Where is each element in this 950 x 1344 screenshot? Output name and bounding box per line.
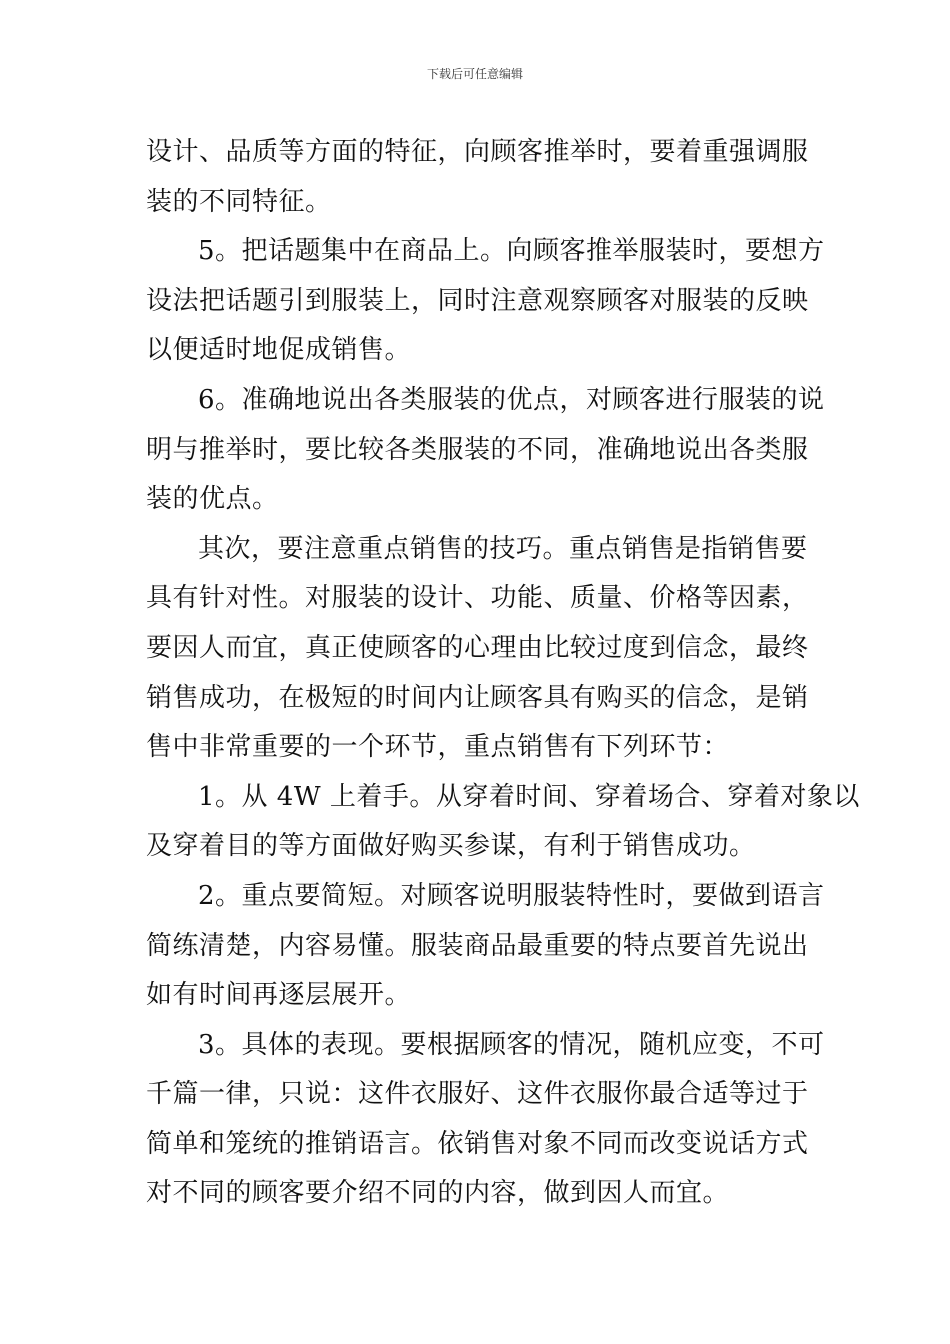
text-line: 装的不同特征。 <box>146 186 332 217</box>
text-line: 设法把话题引到服装上，同时注意观察顾客对服装的反映 <box>146 285 809 316</box>
text-line: 要因人而宜，真正使顾客的心理由比较过度到信念，最终 <box>146 632 809 663</box>
text-line: 及穿着目的等方面做好购买参谋，有利于销售成功。 <box>146 831 756 862</box>
text-line: 6。准确地说出各类服装的优点，对顾客进行服装的说 <box>198 384 825 415</box>
text-line: 千篇一律，只说：这件衣服好、这件衣服你最合适等过于 <box>146 1079 809 1110</box>
text-line: 具有针对性。对服装的设计、功能、质量、价格等因素， <box>146 583 809 614</box>
text-line: 装的优点。 <box>146 484 279 515</box>
text-line: 销售成功，在极短的时间内让顾客具有购买的信念，是销 <box>146 682 809 713</box>
text-line: 如有时间再逐层展开。 <box>146 980 412 1011</box>
text-line: 明与推举时，要比较各类服装的不同，准确地说出各类服 <box>146 434 809 465</box>
text-line: 简单和笼统的推销语言。依销售对象不同而改变说话方式 <box>146 1128 809 1159</box>
text-line: 3。具体的表现。要根据顾客的情况，随机应变，不可 <box>198 1029 825 1060</box>
text-line: 售中非常重要的一个环节，重点销售有下列环节： <box>146 732 730 763</box>
text-line: 对不同的顾客要介绍不同的内容，做到因人而宜。 <box>146 1178 730 1209</box>
text-line: 5。把话题集中在商品上。向顾客推举服装时，要想方 <box>198 236 825 267</box>
text-line: 简练清楚，内容易懂。服装商品最重要的特点要首先说出 <box>146 930 809 961</box>
text-line: 1。从 4W 上着手。从穿着时间、穿着场合、穿着对象以 <box>198 781 860 812</box>
page-header: 下载后可任意编辑 <box>426 67 523 81</box>
text-line: 设计、品质等方面的特征，向顾客推举时，要着重强调服 <box>146 137 809 167</box>
text-line: 其次，要注意重点销售的技巧。重点销售是指销售要 <box>198 533 808 564</box>
document-body <box>146 128 860 1219</box>
text-line: 2。重点要简短。对顾客说明服装特性时，要做到语言 <box>198 880 825 911</box>
text-line: 以便适时地促成销售。 <box>146 335 412 366</box>
